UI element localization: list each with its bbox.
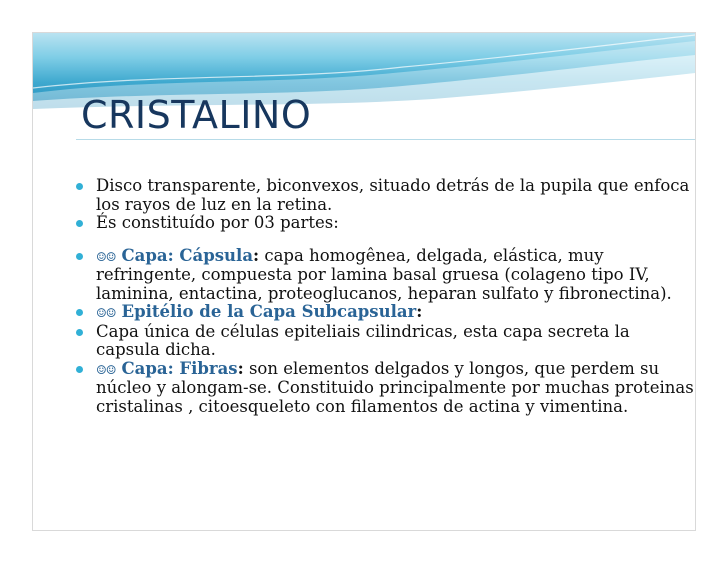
- list-item: [76, 303, 695, 323]
- title-underline: [76, 139, 695, 140]
- bullet-text: capa homogênea, delgada, elástica, muy refringente, compuesta por lamina basal gruesa (colageno tipo IV, laminina, entactina, proteoglucanos, heparan sulfato y fibronectina).: [96, 245, 672, 303]
- bullet-icon: [76, 220, 83, 227]
- list-item: [76, 360, 695, 417]
- bullet-icon: [76, 183, 83, 190]
- bullet-text: Disco transparente, biconvexos, situado detrás de la pupila que enfoca los rayos de luz en la retina.: [96, 176, 690, 214]
- term-separator: :: [237, 358, 244, 378]
- bullet-icon: [76, 329, 83, 336]
- bullet-list: [76, 177, 695, 416]
- bullet-text: Capa única de células epiteliais cilindricas, esta capa secreta la capsula dicha.: [96, 321, 630, 359]
- slide-title: CRISTALINO: [81, 93, 312, 137]
- bullet-icon: [76, 253, 83, 260]
- section-term: Epitélio de la Capa Subcapsular: [121, 302, 417, 321]
- section-term: Capa: Cápsula: [121, 245, 254, 265]
- smiley-icon: ☺☺: [96, 362, 116, 377]
- section-term: Capa: Fibras: [121, 358, 238, 378]
- bullet-text: És constituído por 03 partes:: [96, 213, 339, 232]
- bullet-text: son elementos delgados y longos, que perdem su núcleo y alongam-se. Constituido principalmente por muchas proteinas cristalinas , citoesqueleto con filamentos de actina y vimentina.: [96, 358, 694, 416]
- term-separator: :: [416, 302, 423, 321]
- list-item: [76, 177, 695, 214]
- list-item: [76, 247, 695, 304]
- smiley-icon: ☺☺: [96, 306, 116, 320]
- list-item: [76, 323, 695, 360]
- bullet-icon: [76, 366, 83, 373]
- bullet-icon: [76, 309, 83, 316]
- term-separator: :: [253, 245, 260, 265]
- list-item: [76, 214, 695, 233]
- smiley-icon: ☺☺: [96, 249, 116, 264]
- slide: [33, 33, 695, 530]
